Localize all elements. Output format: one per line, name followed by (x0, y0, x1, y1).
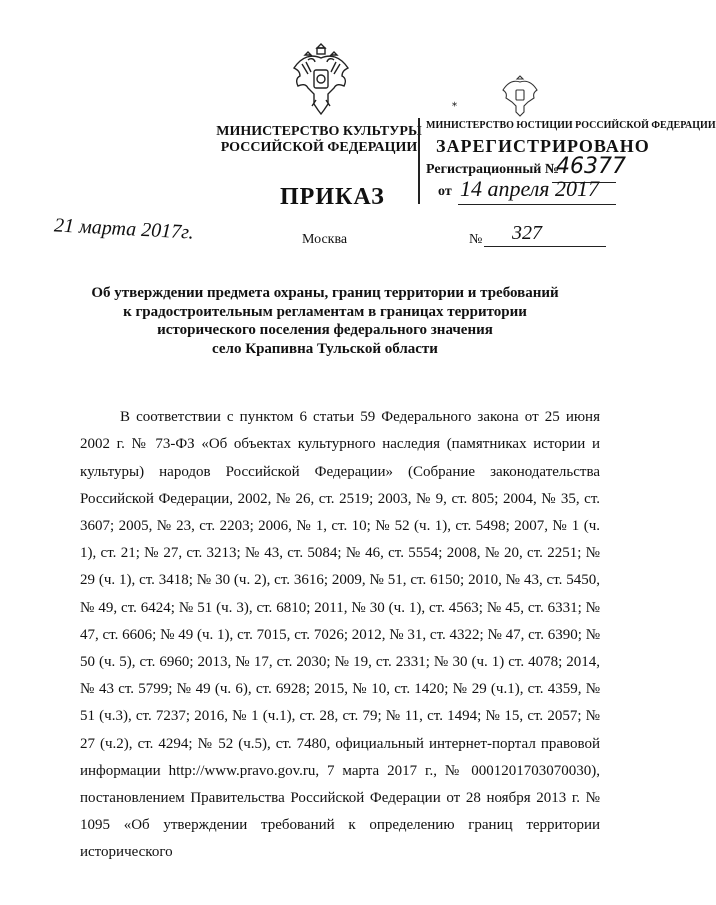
stamp-registered: ЗАРЕГИСТРИРОВАНО (436, 136, 650, 156)
stamp-mark: ⁎ (452, 98, 457, 109)
document-title (60, 284, 590, 358)
ministry-line2: РОССИЙСКОЙ ФЕДЕРАЦИИ (220, 140, 418, 155)
document-title-text: Об утверждении предмета охраны, границ территории и требований к градостроительным регламентам в границах территории исторического поселения федерального значения село Крапивна Тульской области (91, 285, 559, 357)
document-type: ПРИКАЗ (280, 184, 385, 210)
document-body (80, 377, 600, 894)
signing-date: 21 марта 2017г. (53, 214, 195, 244)
order-number-label: № (469, 232, 483, 247)
stamp-regnum-value: 46377 (556, 154, 626, 179)
order-number-value: 327 (512, 222, 542, 244)
coat-of-arms-icon (288, 38, 354, 118)
stamp-emblem-icon (500, 72, 540, 118)
city: Москва (302, 232, 348, 247)
stamp-date-underline (458, 204, 616, 205)
stamp-ministry: МИНИСТЕРСТВО ЮСТИЦИИ РОССИЙСКОЙ ФЕДЕРАЦИИ (426, 120, 716, 131)
stamp-date-value: 14 апреля 2017 (460, 176, 600, 201)
ministry-line1: МИНИСТЕРСТВО КУЛЬТУРЫ (216, 124, 422, 139)
document-body-text: В соответствии с пунктом 6 статьи 59 Федерального закона от 25 июня 2002 г. № 73-ФЗ «Об объектах культурного наследия (памятниках истории и культуры) народов Российской Федерации» (Собрание законодательства Российской Федерации, 2002, № 26, ст. 2519; 2003, № 9, ст. 805; 2004, № 35, ст. 3607; 2005, № 23, ст. 2203; 2006, № 1, ст. 10; № 52 (ч. 1), ст. 5498; 2007, № 1 (ч. 1), ст. 21; № 27, ст. 3213; № 43, ст. 5084; № 46, ст. 5554; 2008, № 20, ст. 2251; № 29 (ч. 1), ст. 3418; № 30 (ч. 2), ст. 3616; 2009, № 51, ст. 6150; 2010, № 43, ст. 5450, № 49, ст. 6424; № 51 (ч. 3), ст. 6810; 2011, № 30 (ч. 1), ст. 4563; № 45, ст. 6331; № 47, ст. 6606; № 49 (ч. 1), ст. 7015, ст. 7026; 2012, № 31, ст. 4322; № 47, ст. 6390; № 50 (ч. 5), ст. 6960; 2013, № 17, ст. 2030; № 19, ст. 2331; № 30 (ч. 1) ст. 4078; 2014, № 43 ст. 5799; № 49 (ч. 6), ст. 6928; 2015, № 10, ст. 1420; № 29 (ч.1), ст. 4359, № 51 (ч.3), ст. 7237; 2016, № 1 (ч.1), ст. 28, ст. 79; № 11, ст. 1494; № 15, ст. 2057; № 27 (ч.2), ст. 4294; № 52 (ч.5), ст. 7480, официальный интернет-портал правовой информации http://www.pravo.gov.ru, 7 марта 2017 г., № 0001201703070030), постановлением Правительства Российской Федерации от 28 ноября 2013 г. № 1095 «Об утверждении требований к определению границ территории исторического (80, 409, 600, 861)
ministry-name (214, 124, 424, 156)
stamp-from-label: от (438, 184, 452, 199)
registration-stamp (418, 118, 716, 204)
order-number-underline (484, 246, 606, 247)
stamp-regnum-label: Регистрационный № (426, 162, 559, 177)
